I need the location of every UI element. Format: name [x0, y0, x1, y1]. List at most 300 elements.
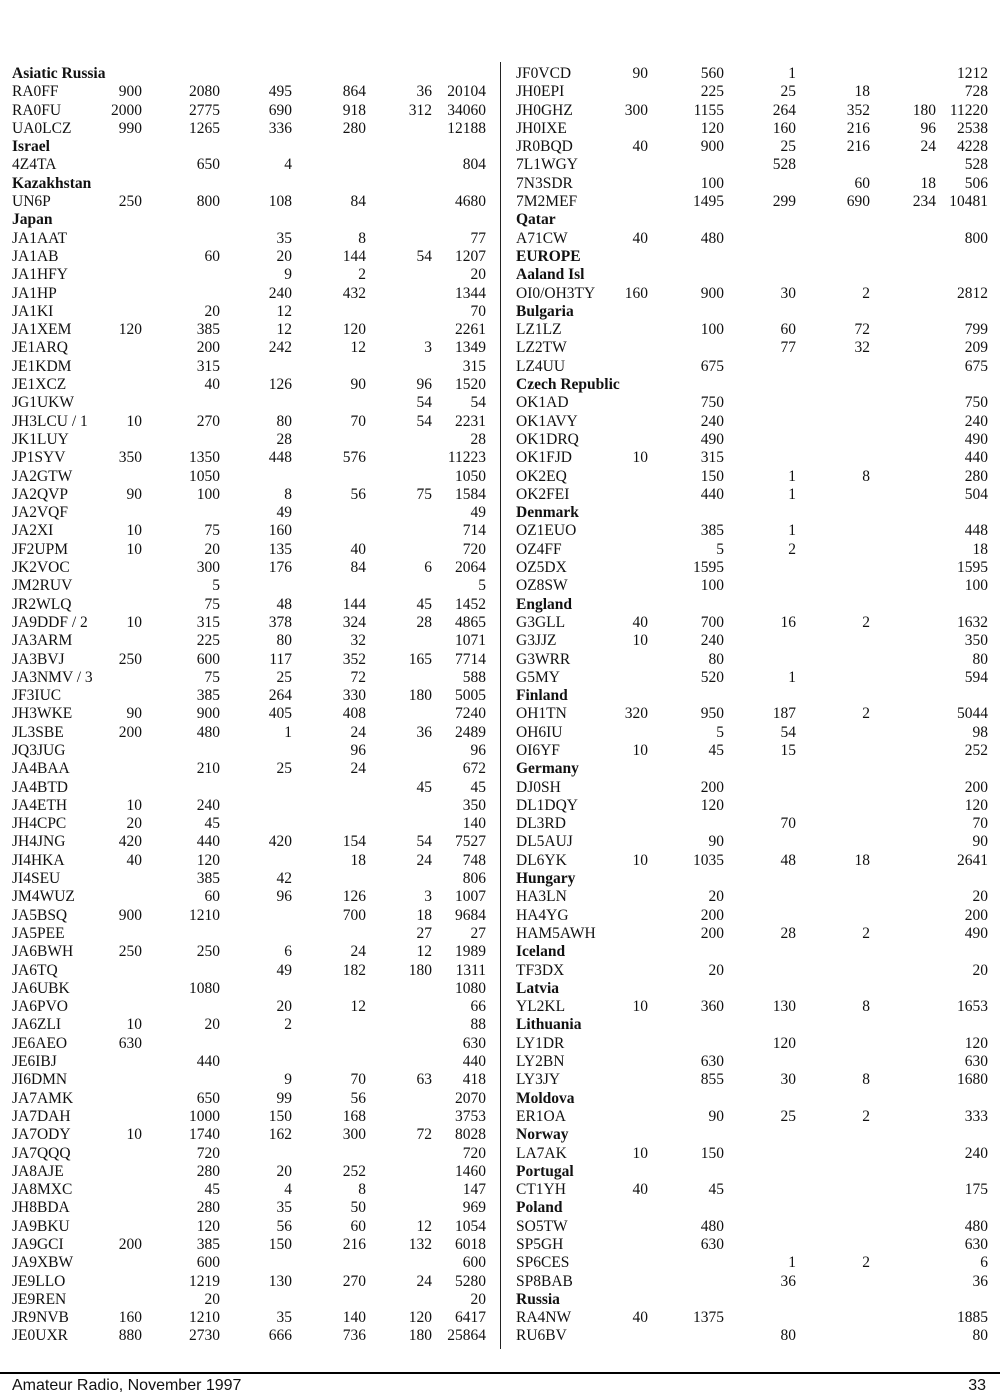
score-row [516, 577, 988, 595]
callsign: OK1AD [516, 394, 569, 412]
section-heading: Israel [12, 138, 50, 156]
score-row [516, 1236, 988, 1254]
score-cell: 48 [276, 595, 292, 613]
score-row [12, 248, 486, 266]
score-total: 20104 [447, 83, 486, 101]
callsign: JA4BAA [12, 760, 70, 778]
callsign: OH6IU [516, 723, 563, 741]
score-cell: 2 [358, 266, 366, 284]
score-cell: 385 [196, 1236, 220, 1253]
score-row [12, 1273, 486, 1291]
score-row [516, 193, 988, 211]
score-total: 7714 [455, 650, 486, 668]
section-heading: Bulgaria [516, 302, 574, 320]
callsign: JA4ETH [12, 796, 68, 814]
callsign: JA7DAH [12, 1107, 71, 1125]
score-cell: 150 [268, 1107, 292, 1125]
score-row [516, 230, 988, 248]
score-row [516, 815, 988, 833]
score-total: 672 [462, 760, 486, 778]
score-total: 80 [972, 1327, 988, 1345]
score-row [12, 870, 486, 888]
score-cell: 20 [708, 961, 724, 979]
score-total: 315 [462, 357, 486, 375]
score-total: 440 [462, 1053, 486, 1071]
score-cell: 200 [118, 723, 142, 741]
score-cell: 900 [196, 705, 220, 723]
score-cell: 9 [284, 266, 292, 284]
callsign: RA0FF [12, 83, 59, 101]
score-total: 49 [470, 504, 486, 522]
callsign: JA2GTW [12, 467, 73, 485]
score-cell: 8 [284, 485, 292, 503]
section-heading: Japan [12, 211, 53, 229]
score-cell: 187 [772, 705, 796, 723]
score-total: 1207 [455, 247, 486, 265]
score-total: 720 [462, 540, 486, 558]
score-cell: 360 [700, 998, 724, 1016]
score-row [12, 559, 486, 577]
score-cell: 180 [408, 687, 432, 705]
score-cell: 950 [700, 705, 724, 723]
score-cell: 45 [416, 778, 432, 796]
callsign: JH3WKE [12, 705, 73, 723]
score-total: 96 [470, 741, 486, 759]
score-cell: 27 [416, 924, 432, 942]
score-row [12, 779, 486, 797]
score-row [12, 669, 486, 687]
section-heading: Czech Republic [516, 376, 620, 394]
score-cell: 432 [342, 284, 366, 302]
score-row [12, 907, 486, 925]
score-total: 77 [470, 229, 486, 247]
callsign: HAM5AWH [516, 924, 596, 942]
score-cell: 36 [416, 83, 432, 101]
score-cell: 10 [632, 449, 648, 467]
score-row [12, 980, 486, 998]
score-cell: 20 [204, 540, 220, 558]
score-cell: 3 [424, 339, 432, 357]
score-row [12, 1053, 486, 1071]
score-cell: 600 [196, 1254, 220, 1272]
score-cell: 240 [268, 284, 292, 302]
score-row [516, 779, 988, 797]
section-heading: Latvia [516, 979, 560, 997]
score-row [12, 522, 486, 540]
score-cell: 1 [788, 485, 796, 503]
score-cell: 225 [700, 83, 724, 101]
callsign: YL2KL [516, 998, 566, 1016]
score-cell: 140 [342, 1309, 366, 1327]
score-cell: 24 [350, 943, 366, 961]
score-cell: 2 [862, 284, 870, 302]
callsign: JA1KI [12, 302, 54, 320]
score-row [12, 1291, 486, 1309]
callsign: A71CW [516, 229, 568, 247]
callsign: LY3JY [516, 1071, 561, 1089]
callsign: JE1XCZ [12, 376, 67, 394]
score-total: 714 [462, 522, 486, 540]
score-cell: 40 [632, 613, 648, 631]
score-total: 140 [462, 815, 486, 833]
score-cell: 54 [416, 394, 432, 412]
score-total: 2261 [455, 321, 486, 339]
callsign: JA4BTD [12, 778, 68, 796]
score-cell: 200 [700, 924, 724, 942]
score-cell: 135 [268, 540, 292, 558]
score-row [516, 705, 988, 723]
score-cell: 25 [780, 1107, 796, 1125]
score-total: 200 [964, 778, 988, 796]
score-cell: 1035 [693, 851, 724, 869]
score-row [12, 230, 486, 248]
score-row [516, 1273, 988, 1291]
score-cell: 150 [700, 1144, 724, 1162]
score-cell: 49 [276, 504, 292, 522]
callsign: JA7AMK [12, 1089, 74, 1107]
score-total: 2489 [455, 723, 486, 741]
score-total: 11220 [949, 101, 988, 119]
score-total: 28 [470, 430, 486, 448]
score-cell: 84 [350, 559, 366, 577]
score-cell: 690 [846, 193, 870, 211]
score-cell: 120 [772, 1034, 796, 1052]
score-cell: 45 [204, 815, 220, 833]
score-cell: 25 [276, 760, 292, 778]
score-total: 7240 [455, 705, 486, 723]
score-cell: 42 [276, 870, 292, 888]
score-cell: 30 [780, 1071, 796, 1089]
score-cell: 54 [780, 723, 796, 741]
score-cell: 90 [708, 833, 724, 851]
callsign: G3GLL [516, 613, 566, 631]
score-cell: 32 [350, 632, 366, 650]
score-row [12, 376, 486, 394]
score-cell: 2 [862, 1107, 870, 1125]
section-heading: Iceland [516, 943, 566, 961]
score-total: 4680 [455, 193, 486, 211]
score-total: 100 [964, 577, 988, 595]
callsign: JA5PEE [12, 924, 65, 942]
score-cell: 10 [126, 1126, 142, 1144]
score-total: 528 [964, 156, 988, 174]
score-total: 750 [964, 394, 988, 412]
score-cell: 2 [788, 540, 796, 558]
score-total: 70 [972, 815, 988, 833]
callsign: JF3IUC [12, 687, 62, 705]
callsign: JE1KDM [12, 357, 72, 375]
score-cell: 1080 [189, 979, 220, 997]
score-cell: 160 [624, 284, 648, 302]
score-total: 240 [964, 1144, 988, 1162]
callsign: JE6AEO [12, 1034, 68, 1052]
score-cell: 250 [196, 943, 220, 961]
callsign: JA6BWH [12, 943, 74, 961]
score-total: 1452 [455, 595, 486, 613]
page-number: 33 [968, 1377, 986, 1394]
callsign: JA9GCI [12, 1236, 64, 1253]
callsign: JR2WLQ [12, 595, 72, 613]
score-cell: 12 [416, 943, 432, 961]
score-total: 252 [964, 741, 988, 759]
score-total: 12188 [447, 119, 486, 137]
score-cell: 6 [284, 943, 292, 961]
score-row [516, 669, 988, 687]
score-cell: 2730 [189, 1327, 220, 1345]
score-row [12, 431, 486, 449]
score-cell: 120 [118, 321, 142, 339]
score-total: 80 [972, 650, 988, 668]
callsign: JH0EPI [516, 83, 565, 101]
score-total: 969 [462, 1199, 486, 1217]
score-row [516, 1053, 988, 1071]
score-cell: 560 [700, 65, 724, 82]
callsign: JI6DMN [12, 1071, 68, 1089]
score-total: 1212 [957, 65, 988, 82]
score-total: 4865 [455, 613, 486, 631]
score-cell: 25 [276, 668, 292, 686]
score-cell: 216 [342, 1236, 366, 1253]
score-cell: 240 [196, 796, 220, 814]
callsign: OK1FJD [516, 449, 572, 467]
score-cell: 252 [342, 1162, 366, 1180]
score-cell: 10 [126, 412, 142, 430]
score-cell: 3 [424, 888, 432, 906]
section-heading: Aaland Isl [516, 266, 585, 284]
score-cell: 70 [780, 815, 796, 833]
score-cell: 24 [416, 851, 432, 869]
score-cell: 1595 [693, 559, 724, 577]
score-row [12, 998, 486, 1016]
score-row [516, 632, 988, 650]
score-cell: 63 [416, 1071, 432, 1089]
score-total: 2812 [957, 284, 988, 302]
score-total: 2641 [957, 851, 988, 869]
callsign: RU6BV [516, 1327, 567, 1345]
score-cell: 2 [862, 705, 870, 723]
score-cell: 18 [350, 851, 366, 869]
score-cell: 700 [342, 906, 366, 924]
callsign: 7L1WGY [516, 156, 578, 174]
score-total: 1007 [455, 888, 486, 906]
score-row [12, 358, 486, 376]
score-row [12, 1090, 486, 1108]
score-cell: 35 [276, 229, 292, 247]
callsign: LZ4UU [516, 357, 566, 375]
score-cell: 75 [416, 485, 432, 503]
score-cell: 10 [126, 540, 142, 558]
score-cell: 1350 [189, 449, 220, 467]
callsign: OZ5DX [516, 559, 567, 577]
callsign: DJ0SH [516, 778, 561, 796]
score-total: 1680 [957, 1071, 988, 1089]
score-row [12, 1327, 486, 1345]
score-row [516, 742, 988, 760]
score-row [516, 138, 988, 156]
score-row [516, 358, 988, 376]
callsign: LY1DR [516, 1034, 565, 1052]
score-cell: 312 [408, 101, 432, 119]
score-total: 5 [478, 577, 486, 595]
score-cell: 108 [268, 193, 292, 211]
score-cell: 700 [700, 613, 724, 631]
score-total: 630 [462, 1034, 486, 1052]
score-row [516, 1327, 988, 1345]
score-row [12, 1254, 486, 1272]
score-row [12, 724, 486, 742]
score-cell: 12 [276, 302, 292, 320]
score-cell: 2000 [111, 101, 142, 119]
score-cell: 20 [204, 1290, 220, 1308]
score-cell: 25 [780, 138, 796, 156]
score-total: 7527 [455, 833, 486, 851]
section-heading: England [516, 595, 573, 613]
score-cell: 117 [269, 650, 292, 668]
callsign: OK1AVY [516, 412, 578, 430]
score-total: 480 [964, 1217, 988, 1235]
score-row [516, 83, 988, 101]
score-cell: 216 [846, 119, 870, 137]
callsign: OI6YF [516, 741, 560, 759]
score-cell: 120 [700, 796, 724, 814]
score-row [516, 120, 988, 138]
callsign: OZ8SW [516, 577, 568, 595]
section-heading: Hungary [516, 870, 576, 888]
score-cell: 1050 [189, 467, 220, 485]
publication-footer: Amateur Radio, November 1997 [12, 1377, 242, 1394]
score-row [516, 1035, 988, 1053]
score-cell: 24 [920, 138, 936, 156]
score-cell: 20 [276, 998, 292, 1016]
callsign: JA1AB [12, 247, 59, 265]
score-total: 98 [972, 723, 988, 741]
score-row [12, 651, 486, 669]
section-heading: Kazakhstan [12, 174, 92, 192]
score-total: 8028 [455, 1126, 486, 1144]
score-cell: 250 [118, 943, 142, 961]
score-cell: 918 [342, 101, 366, 119]
score-total: 20 [972, 888, 988, 906]
score-cell: 4 [284, 1181, 292, 1199]
score-cell: 10 [632, 851, 648, 869]
score-row [12, 1163, 486, 1181]
score-total: 418 [462, 1071, 486, 1089]
score-total: 630 [964, 1053, 988, 1071]
score-cell: 200 [196, 339, 220, 357]
callsign: TF3DX [516, 961, 565, 979]
score-row [12, 193, 486, 211]
callsign: JH0IXE [516, 119, 567, 137]
callsign: JA6UBK [12, 979, 70, 997]
score-cell: 855 [700, 1071, 724, 1089]
score-total: 120 [964, 1034, 988, 1052]
score-row [516, 1145, 988, 1163]
score-row [12, 632, 486, 650]
score-cell: 315 [196, 613, 220, 631]
score-total: 147 [462, 1181, 486, 1199]
score-cell: 1000 [189, 1107, 220, 1125]
score-total: 1460 [455, 1162, 486, 1180]
score-cell: 242 [268, 339, 292, 357]
callsign: JM4WUZ [12, 888, 75, 906]
callsign: HA4YG [516, 906, 569, 924]
callsign: SP8BAB [516, 1272, 573, 1290]
score-cell: 144 [342, 247, 366, 265]
section-heading: EUROPE [516, 247, 581, 265]
score-cell: 130 [268, 1272, 292, 1290]
score-row [12, 83, 486, 101]
callsign: JA6TQ [12, 961, 58, 979]
callsign: 7M2MEF [516, 193, 578, 211]
callsign: JR9NVB [12, 1309, 69, 1327]
score-cell: 408 [342, 705, 366, 723]
score-total: 200 [964, 906, 988, 924]
callsign: JQ3JUG [12, 741, 66, 759]
score-cell: 2 [862, 613, 870, 631]
score-cell: 440 [196, 833, 220, 851]
callsign: JH4JNG [12, 833, 66, 851]
score-cell: 264 [268, 687, 292, 705]
score-total: 506 [964, 174, 988, 192]
score-cell: 350 [118, 449, 142, 467]
callsign: OK1DRQ [516, 430, 579, 448]
callsign: JE9REN [12, 1290, 67, 1308]
score-cell: 1265 [189, 119, 220, 137]
score-cell: 1210 [189, 906, 220, 924]
score-cell: 1 [788, 1254, 796, 1272]
score-cell: 385 [196, 870, 220, 888]
score-cell: 100 [196, 485, 220, 503]
score-cell: 99 [276, 1089, 292, 1107]
score-total: 36 [972, 1272, 988, 1290]
callsign: DL3RD [516, 815, 566, 833]
score-total: 1885 [957, 1309, 988, 1327]
callsign: CT1YH [516, 1181, 566, 1199]
score-cell: 10 [632, 632, 648, 650]
score-cell: 54 [416, 247, 432, 265]
score-total: 10481 [949, 193, 988, 211]
callsign: JL3SBE [12, 723, 64, 741]
callsign: JI4HKA [12, 851, 65, 869]
score-row [12, 962, 486, 980]
score-cell: 75 [204, 668, 220, 686]
score-cell: 80 [276, 412, 292, 430]
score-cell: 45 [204, 1181, 220, 1199]
score-row [516, 724, 988, 742]
score-row [12, 468, 486, 486]
score-cell: 234 [912, 193, 936, 211]
score-cell: 650 [196, 156, 220, 174]
score-total: 1595 [957, 559, 988, 577]
score-row [516, 925, 988, 943]
score-cell: 32 [854, 339, 870, 357]
score-cell: 480 [700, 1217, 724, 1235]
score-cell: 8 [358, 229, 366, 247]
score-cell: 440 [196, 1053, 220, 1071]
score-cell: 2 [284, 1016, 292, 1034]
score-cell: 630 [118, 1034, 142, 1052]
callsign: JA8MXC [12, 1181, 73, 1199]
score-row [516, 833, 988, 851]
score-cell: 300 [196, 559, 220, 577]
callsign: JF0VCD [516, 65, 572, 82]
score-row [516, 1108, 988, 1126]
score-cell: 1219 [189, 1272, 220, 1290]
score-cell: 165 [408, 650, 432, 668]
score-cell: 84 [350, 193, 366, 211]
score-cell: 120 [342, 321, 366, 339]
score-cell: 864 [342, 83, 366, 101]
